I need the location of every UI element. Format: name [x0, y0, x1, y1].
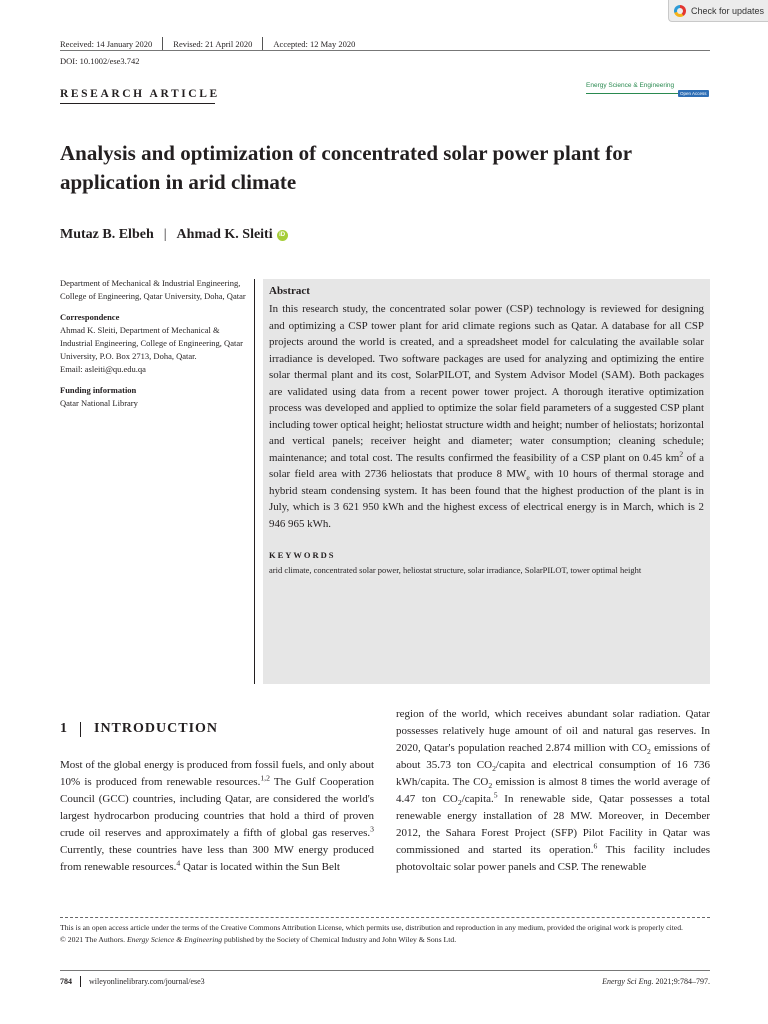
citation-info [602, 977, 710, 986]
article-dates [60, 37, 355, 51]
subscript: 2 [647, 747, 651, 757]
article-info-column [60, 277, 246, 418]
copyright-prefix: © 2021 The Authors. [60, 935, 127, 944]
body-text: This facility includes photovoltaic solar power panels and CSP. The renewable [396, 844, 711, 873]
funding-heading: Funding information [60, 385, 137, 395]
abstract-box [263, 279, 710, 684]
subscript: 2 [492, 764, 496, 774]
revised-date: Revised: 21 April 2020 [173, 39, 253, 49]
affiliation: Department of Mechanical & Industrial Engineering, College of Engineering, Qatar University, Doha, Qatar [60, 278, 246, 301]
funding-block [60, 384, 246, 410]
superscript: 2 [679, 448, 684, 458]
divider [162, 37, 163, 51]
body-text: emission is almost 8 times the world average of 4.47 ton CO [396, 776, 710, 805]
body-text: /capita and electrical consumption of 16 736 kWh/capita. The CO [396, 759, 710, 788]
body-text: The Gulf Cooperation Council (GCC) countries, including Qatar, are considered the world's largest hydrocarbon producing countries that hold a third of proven crude oil reserves and approximately a fifth of global gas reserves. [60, 776, 374, 839]
correspondence-heading: Correspondence [60, 312, 120, 322]
body-text: emissions of about 35.73 ton CO [396, 742, 710, 771]
journal-url[interactable]: wileyonlinelibrary.com/journal/ese3 [89, 977, 205, 986]
journal-logo-name: Energy Science & Engineering [586, 82, 675, 89]
abstract-text [269, 301, 704, 532]
citation-link[interactable]: 6 [593, 841, 598, 851]
citation-link[interactable]: 4 [176, 858, 181, 868]
accepted-date: Accepted: 12 May 2020 [273, 39, 356, 49]
header-rule [60, 50, 710, 51]
body-text: Qatar is located within the Sun Belt [180, 861, 340, 873]
funding-text: Qatar National Library [60, 398, 138, 408]
open-access-badge: Open Access [680, 91, 707, 96]
body-text: region of the world, which receives abundant solar radiation. Qatar possesses relatively huge amount of oil and natural gas reserves. In 2020, Qatar's population reached 2.874 million with CO [396, 708, 710, 754]
section-type: RESEARCH ARTICLE [60, 88, 220, 100]
author-list [60, 227, 288, 243]
abstract-text-part: In this research study, the concentrated solar power (CSP) technology is reviewed for designing and optimizing a CSP tower plant for arid climate regions such as Qatar. A database for all CSP projects around the world is created, and a spreadsheet model for calculating the available solar irradiance is developed. Two software packages are used for analyzing and optimizing the entire solar thermal plant and its cost, SolarPILOT, and System Advisor Model (SAM). Both packages are validated using data from a recent power tower project. A thorough iterative optimization process was developed and applied to optimize the solar field parameters of a suggested CSP plant including tower optical height; heliostat structure width and height; number of heliostats; horizontal and vertical panels; receiver height and diameter; water consumption; cleaning schedule; maintenance; and total cost. The results confirmed the feasibility of a CSP plant on 0.45 km [269, 303, 704, 464]
body-column-left [60, 757, 374, 876]
license-text: This is an open access article under the terms of the Creative Commons Attribution License, which permits use, distribution and reproduction in any medium, provided the original work is properly cited. [60, 923, 683, 932]
author-name[interactable]: Ahmad K. Sleiti [176, 227, 273, 242]
abstract-text-part: with 10 hours of thermal storage and hybrid steam condensing system. It has been found that the highest production of the plant is in July, which is 3 621 950 kWh and the highest excess of electrical energy is in March, which is 2 946 965 kWh. [269, 468, 704, 530]
keywords-heading: KEYWORDS [269, 550, 336, 560]
body-column-right [396, 706, 710, 876]
divider [262, 37, 263, 51]
heading-divider [80, 722, 81, 737]
citation-volume: 2021;9:784–797. [653, 977, 710, 986]
crossmark-icon [674, 5, 686, 17]
received-date: Received: 14 January 2020 [60, 39, 153, 49]
footer-divider [80, 976, 81, 987]
copyright-line [60, 934, 710, 946]
citation-link[interactable]: 1,2 [260, 773, 270, 783]
copyright-journal: Energy Science & Engineering [126, 935, 223, 944]
subscript: e [526, 473, 530, 483]
author-name[interactable]: Mutaz B. Elbeh [60, 227, 154, 242]
body-text: Currently, these countries have less than 300 MW energy produced from renewable resources. [60, 844, 374, 873]
correspondence-text: Ahmad K. Sleiti, Department of Mechanical & Industrial Engineering, College of Engineering, Qatar University, P.O. Box 2713, Doha, Qatar. [60, 325, 243, 361]
page-number: 784 [60, 977, 72, 986]
body-text: In renewable side, Qatar possesses a total renewable energy installation of 28 MW. Moreover, in December 2012, the Sahara Forest Project (SFP) Pilot Facility in Qatar was commissioned and started its operation. [396, 793, 710, 856]
license-divider [60, 917, 710, 918]
article-title: Analysis and optimization of concentrated solar power plant for application in arid climate [60, 141, 632, 194]
column-divider [254, 279, 255, 684]
section-title: INTRODUCTION [94, 721, 219, 736]
check-for-updates-button[interactable] [668, 0, 768, 22]
section-type-underline [60, 103, 215, 104]
section-number: 1 [60, 721, 68, 736]
citation-link[interactable]: 3 [370, 824, 374, 834]
journal-logo [586, 82, 710, 98]
subscript: 2 [457, 798, 462, 808]
check-for-updates-label: Check for updates [691, 5, 765, 16]
orcid-icon[interactable]: iD [277, 230, 288, 241]
license-notice [60, 922, 710, 946]
author-separator: | [163, 227, 167, 242]
abstract-text-part: of a solar field area with 2736 heliostats that produce 8 MW [269, 451, 704, 480]
correspondence-email[interactable]: Email: asleiti@qu.edu.qa [60, 364, 146, 374]
page-footer [60, 976, 710, 987]
section-heading [60, 721, 218, 737]
journal-logo-rule [586, 93, 678, 94]
copyright-suffix: published by the Society of Chemical Industry and John Wiley & Sons Ltd. [222, 935, 457, 944]
keywords-text: arid climate, concentrated solar power, heliostat structure, solar irradiance, SolarPILOT, tower optimal height [269, 565, 642, 575]
correspondence-block [60, 311, 246, 376]
abstract-heading: Abstract [269, 285, 310, 297]
body-text: Most of the global energy is produced from fossil fuels, and only about 10% is produced from renewable resources. [60, 759, 374, 788]
citation-link[interactable]: 5 [493, 790, 498, 800]
subscript: 2 [488, 781, 493, 791]
citation-journal: Energy Sci Eng. [602, 977, 654, 986]
footer-rule [60, 970, 710, 971]
doi: DOI: 10.1002/ese3.742 [60, 56, 140, 66]
body-text: /capita. [461, 793, 494, 805]
